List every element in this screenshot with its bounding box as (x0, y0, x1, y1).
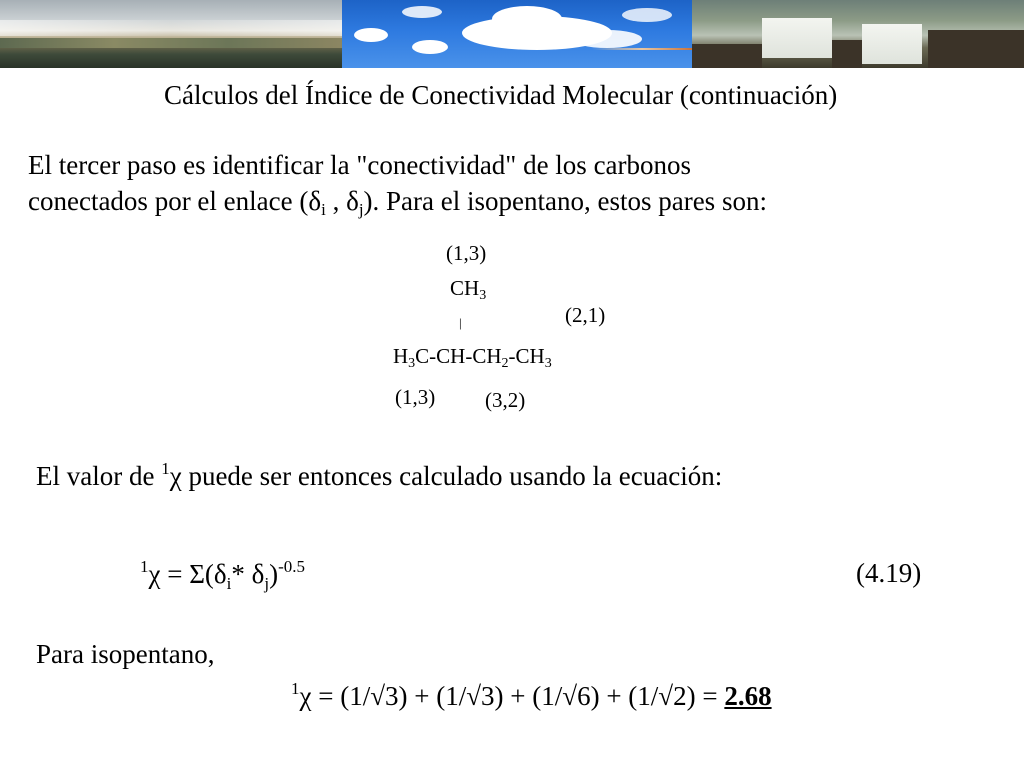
chi-symbol: χ (299, 681, 312, 711)
subscript-3: 3 (408, 356, 416, 371)
subscript-i: i (226, 574, 232, 593)
chain-end: -CH (508, 344, 545, 368)
delta-symbol: δ (346, 186, 359, 216)
cloud (412, 40, 448, 54)
multiply: * (231, 559, 252, 589)
cloud (492, 6, 562, 32)
calculation-body: = (1/√3) + (1/√3) + (1/√6) + (1/√2) = (311, 681, 725, 711)
subscript-j: j (358, 200, 364, 219)
intro-line-1: El tercer paso es identificar la "conectividad" de los carbonos (28, 150, 692, 180)
intro-paragraph (28, 147, 988, 228)
label-top: (1,3) (446, 241, 487, 265)
cloud (572, 30, 642, 48)
sky-clouds-photo (342, 0, 692, 68)
value-pre: El valor de (36, 461, 162, 491)
chi-symbol: χ (169, 461, 182, 491)
label-bottom-mid: (3,2) (485, 388, 526, 412)
equation-number: (4.19) (856, 558, 922, 588)
bond-line: | (459, 315, 462, 330)
label-right: (2,1) (565, 303, 606, 327)
rock (692, 44, 762, 68)
delta-symbol: δ (308, 186, 322, 216)
light-streak (592, 48, 692, 50)
subscript-3: 3 (544, 356, 552, 371)
equals-sigma: = Σ( (160, 559, 214, 589)
waterfall-photo (692, 0, 1024, 68)
equation (140, 558, 305, 592)
cloud (402, 6, 442, 18)
waterfall (762, 18, 832, 58)
methyl-group (450, 278, 486, 303)
intro-line-2-end: ). Para el isopentano, estos pares son: (363, 186, 767, 216)
value-post: puede ser entonces calculado usando la ecuación: (181, 461, 723, 491)
exponent: -0.5 (278, 557, 306, 576)
cloud (622, 8, 672, 22)
main-chain (393, 346, 552, 371)
superscript-1: 1 (161, 459, 170, 478)
waterfall (862, 24, 922, 64)
rock (928, 30, 1024, 68)
rock (832, 40, 862, 68)
delta-symbol: δ (251, 559, 265, 589)
intro-line-2-start: conectados por el enlace ( (28, 186, 309, 216)
subscript-j: j (264, 574, 270, 593)
superscript-1: 1 (140, 557, 149, 576)
header-banner (0, 0, 1024, 68)
close-paren: ) (269, 559, 279, 589)
ch-text: CH (450, 276, 480, 300)
chi-symbol: χ (148, 559, 161, 589)
delta-symbol: δ (213, 559, 227, 589)
slide-title: Cálculos del Índice de Conectividad Molecular (continuación) (164, 80, 838, 110)
separator: , (325, 186, 347, 216)
value-sentence (36, 460, 722, 490)
landscape-photo (0, 0, 342, 68)
subscript-2: 2 (501, 356, 509, 371)
chain-h: H (393, 344, 409, 368)
isopentane-label: Para isopentano, (36, 639, 215, 669)
ridge (0, 38, 342, 48)
haze (0, 20, 342, 36)
superscript-1: 1 (291, 679, 300, 698)
label-bottom-left: (1,3) (395, 385, 436, 409)
result-value: 2.68 (724, 681, 772, 711)
cloud (354, 28, 388, 42)
calculation (291, 680, 772, 710)
subscript-3: 3 (479, 288, 487, 303)
subscript-i: i (321, 200, 326, 219)
chain-middle: C-CH-CH (415, 344, 502, 368)
